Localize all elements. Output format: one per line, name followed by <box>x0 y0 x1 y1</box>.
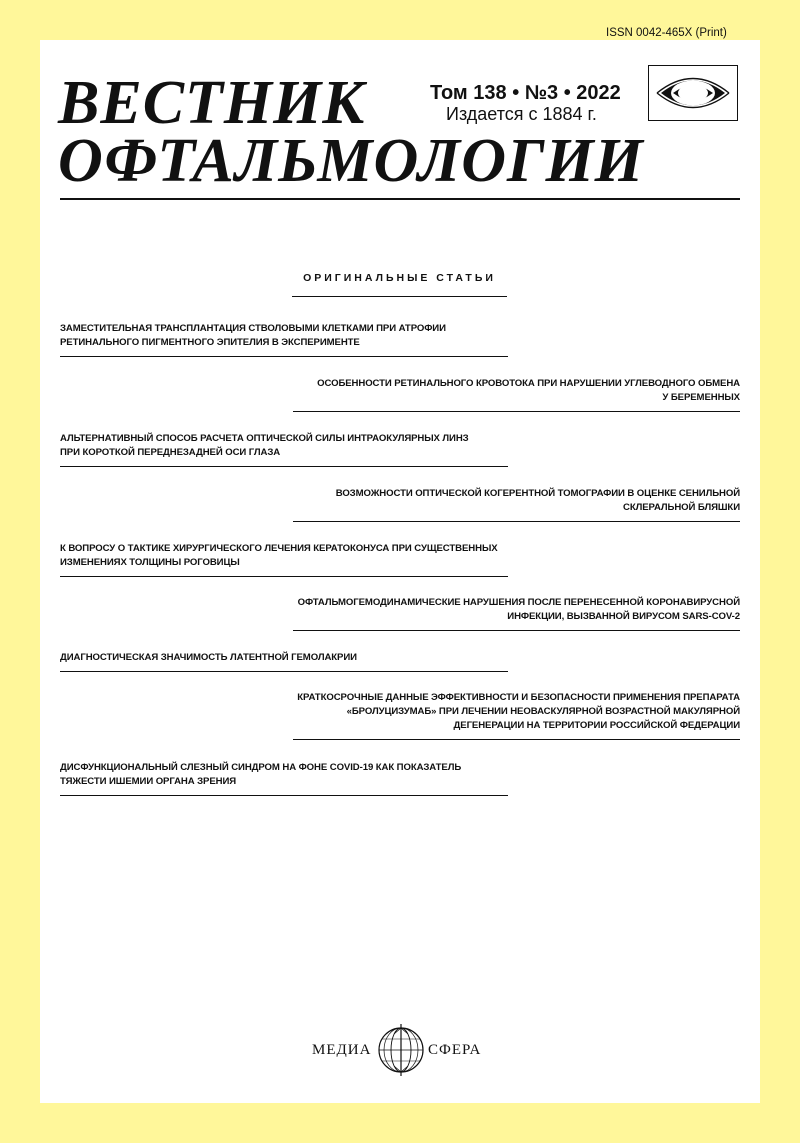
article-9-line-1: ДИСФУНКЦИОНАЛЬНЫЙ СЛЕЗНЫЙ СИНДРОМ НА ФОНЕ COVID-19 КАК ПОКАЗАТЕЛЬ <box>60 762 462 773</box>
article-1-line-2: РЕТИНАЛЬНОГО ПИГМЕНТНОГО ЭПИТЕЛИЯ В ЭКСПЕРИМЕНТЕ <box>60 337 360 348</box>
article-1 <box>60 322 508 357</box>
article-4 <box>293 487 740 522</box>
article-7-line-1: ДИАГНОСТИЧЕСКАЯ ЗНАЧИМОСТЬ ЛАТЕНТНОЙ ГЕМОЛАКРИИ <box>60 652 357 663</box>
article-1-line-1: ЗАМЕСТИТЕЛЬНАЯ ТРАНСПЛАНТАЦИЯ СТВОЛОВЫМИ КЛЕТКАМИ ПРИ АТРОФИИ <box>60 323 446 334</box>
globe-icon <box>376 1024 426 1076</box>
section-heading: ОРИГИНАЛЬНЫЕ СТАТЬИ <box>303 272 496 284</box>
section-rule <box>292 296 507 297</box>
article-3-line-1: АЛЬТЕРНАТИВНЫЙ СПОСОБ РАСЧЕТА ОПТИЧЕСКОЙ СИЛЫ ИНТРАОКУЛЯРНЫХ ЛИНЗ <box>60 433 469 444</box>
article-2-line-2: У БЕРЕМЕННЫХ <box>662 392 740 403</box>
article-6-line-2: ИНФЕКЦИИ, ВЫЗВАННОЙ ВИРУСОМ SARS-COV-2 <box>507 611 740 622</box>
article-8 <box>293 691 740 740</box>
article-8-line-2: «БРОЛУЦИЗУМАБ» ПРИ ЛЕЧЕНИИ НЕОВАСКУЛЯРНОЙ ВОЗРАСТНОЙ МАКУЛЯРНОЙ <box>346 706 740 717</box>
article-7 <box>60 651 508 672</box>
eye-emblem-box <box>648 65 738 121</box>
article-8-line-1: КРАТКОСРОЧНЫЕ ДАННЫЕ ЭФФЕКТИВНОСТИ И БЕЗОПАСНОСТИ ПРИМЕНЕНИЯ ПРЕПАРАТА <box>297 692 740 703</box>
masthead-rule <box>60 198 740 200</box>
article-8-line-3: ДЕГЕНЕРАЦИИ НА ТЕРРИТОРИИ РОССИЙСКОЙ ФЕДЕРАЦИИ <box>453 720 740 731</box>
founded-info: Издается с 1884 г. <box>446 104 597 124</box>
article-3-line-2: ПРИ КОРОТКОЙ ПЕРЕДНЕЗАДНЕЙ ОСИ ГЛАЗА <box>60 447 281 458</box>
issn-print: ISSN 0042-465X (Print) <box>606 27 727 39</box>
article-5-line-1: К ВОПРОСУ О ТАКТИКЕ ХИРУРГИЧЕСКОГО ЛЕЧЕНИЯ КЕРАТОКОНУСА ПРИ СУЩЕСТВЕННЫХ <box>60 543 498 554</box>
article-9-line-2: ТЯЖЕСТИ ИШЕМИИ ОРГАНА ЗРЕНИЯ <box>60 776 237 787</box>
cover-panel <box>40 40 760 1103</box>
journal-title-line1: ВЕСТНИК <box>58 69 366 137</box>
article-4-line-1: ВОЗМОЖНОСТИ ОПТИЧЕСКОЙ КОГЕРЕНТНОЙ ТОМОГРАФИИ В ОЦЕНКЕ СЕНИЛЬНОЙ <box>335 488 740 499</box>
article-5 <box>60 542 508 577</box>
article-9 <box>60 761 508 796</box>
journal-title-line2: ОФТАЛЬМОЛОГИИ <box>58 127 644 195</box>
article-6 <box>293 596 740 631</box>
article-2 <box>293 377 740 412</box>
publisher-word-right: СФЕРА <box>428 1042 482 1058</box>
publisher-logo <box>310 1020 490 1080</box>
article-3 <box>60 432 508 467</box>
article-5-line-2: ИЗМЕНЕНИЯХ ТОЛЩИНЫ РОГОВИЦЫ <box>60 557 240 568</box>
article-4-line-2: СКЛЕРАЛЬНОЙ БЛЯШКИ <box>623 502 740 513</box>
article-6-line-1: ОФТАЛЬМОГЕМОДИНАМИЧЕСКИЕ НАРУШЕНИЯ ПОСЛЕ ПЕРЕНЕСЕННОЙ КОРОНАВИРУСНОЙ <box>297 597 740 608</box>
issue-info: Том 138 • №3 • 2022 <box>430 82 621 104</box>
publisher-word-left: МЕДИА <box>312 1042 372 1058</box>
article-2-line-1: ОСОБЕННОСТИ РЕТИНАЛЬНОГО КРОВОТОКА ПРИ НАРУШЕНИИ УГЛЕВОДНОГО ОБМЕНА <box>317 378 740 389</box>
eye-icon <box>649 66 737 120</box>
